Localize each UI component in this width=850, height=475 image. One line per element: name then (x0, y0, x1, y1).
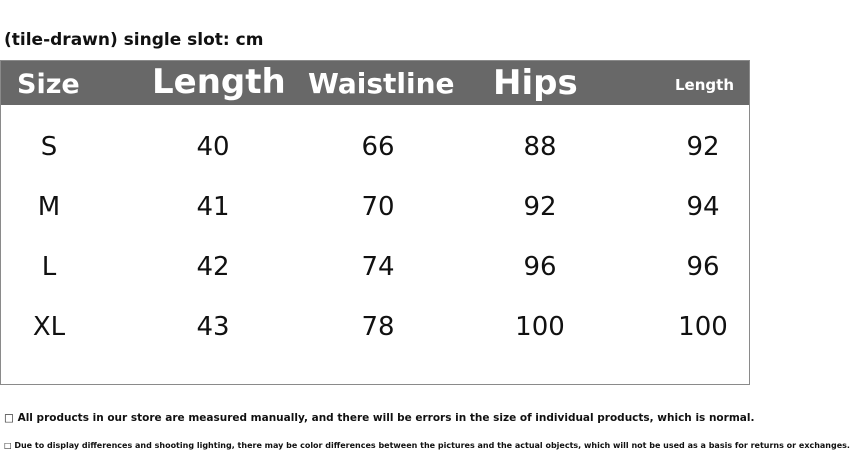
cell-length: 40 (196, 132, 230, 162)
cell-length-2: 94 (686, 192, 720, 222)
table-row (1, 177, 749, 237)
header-length-2: Length (675, 76, 734, 94)
table-row (1, 117, 749, 177)
cell-hips: 100 (515, 312, 565, 342)
header-size: Size (17, 69, 80, 100)
cell-waistline: 70 (361, 192, 395, 222)
color-disclaimer: □ Due to display differences and shooting lighting, there may be color differences between the pictures and the actual objects, which will not be used as a basis for returns or exchanges. (4, 441, 850, 450)
cell-length: 41 (196, 192, 230, 222)
table-row (1, 297, 749, 357)
cell-waistline: 74 (361, 252, 395, 282)
cell-size: L (41, 252, 57, 282)
size-chart-table (0, 60, 750, 385)
cell-hips: 92 (523, 192, 557, 222)
table-header-row (1, 61, 749, 105)
header-hips: Hips (493, 63, 578, 103)
cell-size: M (37, 192, 61, 222)
unit-note: (tile-drawn) single slot: cm (4, 30, 264, 50)
cell-length: 43 (196, 312, 230, 342)
header-waistline: Waistline (308, 67, 455, 100)
cell-size: XL (32, 312, 66, 342)
cell-waistline: 66 (361, 132, 395, 162)
header-length: Length (152, 62, 286, 102)
table-row (1, 237, 749, 297)
cell-length-2: 92 (686, 132, 720, 162)
cell-hips: 88 (523, 132, 557, 162)
cell-waistline: 78 (361, 312, 395, 342)
cell-length-2: 100 (678, 312, 728, 342)
cell-length: 42 (196, 252, 230, 282)
cell-hips: 96 (523, 252, 557, 282)
measurement-disclaimer: □ All products in our store are measured manually, and there will be errors in the size of individual products, which is normal. (4, 412, 755, 424)
cell-size: S (40, 132, 58, 162)
cell-length-2: 96 (686, 252, 720, 282)
